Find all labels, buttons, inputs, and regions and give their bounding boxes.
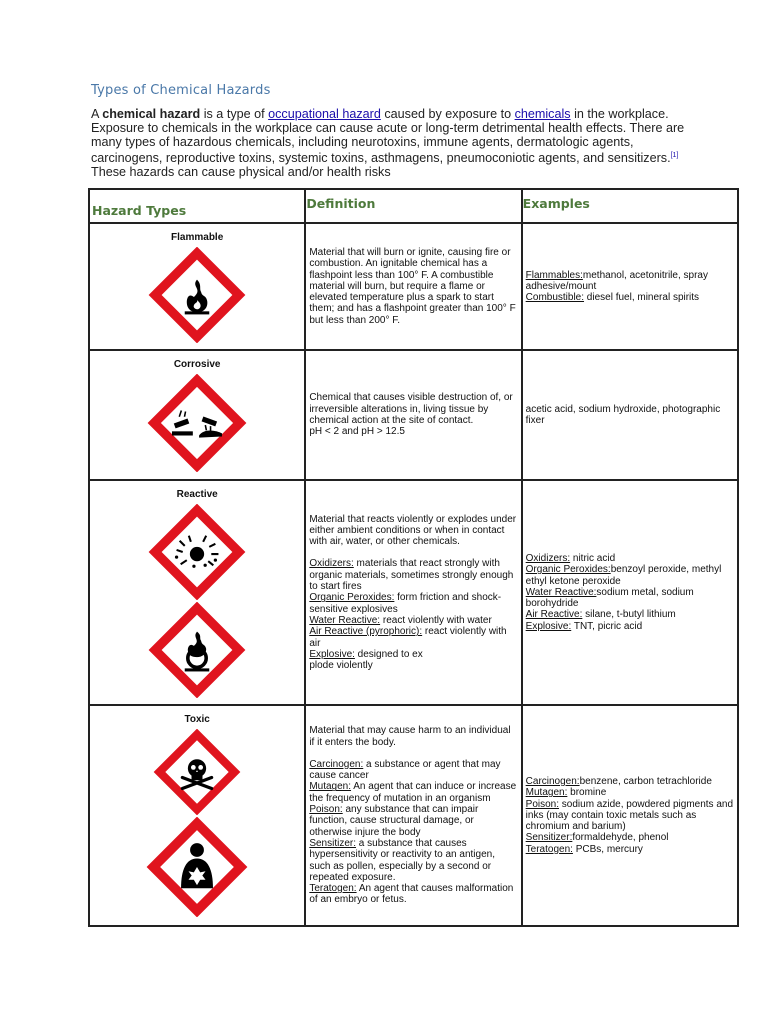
flame-over-circle-pictogram-icon [145, 602, 249, 698]
hazard-type-cell [89, 223, 305, 350]
hazard-name: Toxic [184, 714, 210, 725]
table-row-flammable [89, 223, 738, 350]
flame-pictogram-icon [145, 247, 249, 343]
header-hazard-types: Hazard Types [89, 189, 305, 223]
table-row-toxic [89, 705, 738, 926]
exploding-bomb-pictogram-icon [145, 504, 249, 600]
page-title: Types of Chemical Hazards [91, 83, 271, 98]
examples-cell: acetic acid, sodium hydroxide, photographic fixer [522, 350, 738, 480]
chemical-hazard-term: chemical hazard [102, 107, 201, 121]
examples-cell: Carcinogen:benzene, carbon tetrachloride Mutagen: bromine Poison: sodium azide, powdered pigments and inks (may contain toxic metals such as chromium and barium) Sensitizer:formaldehyde, phenol Teratogen: PCBs, mercury [522, 705, 738, 926]
definition-cell: Chemical that causes visible destruction of, or irreversible alterations in, living tissue by chemical action at the site of contact. pH < 2 and pH > 12.5 [305, 350, 521, 480]
hazard-type-cell [89, 705, 305, 926]
examples-cell: Flammables:methanol, acetonitrile, spray adhesive/mount Combustible: diesel fuel, mineral spirits [522, 223, 738, 350]
definition-cell: Material that may cause harm to an individual if it enters the body. Carcinogen: a substance or agent that may cause cancer Mutagen: An agent that can induce or increase the frequency of mutation in an organism Poison: any substance that can impair function, cause structural damage, or otherwise injure the body Sensitizer: a substance that causes hypersensitivity or reactivity to an antigen, such as pollen, especially by a second or repeated exposure. Teratogen: An agent that causes malformation of an embryo or fetus. [305, 705, 521, 926]
skull-crossbones-pictogram-icon [150, 729, 244, 815]
hazard-table [88, 188, 739, 927]
hazard-name: Corrosive [173, 359, 221, 370]
hazard-type-cell [89, 480, 305, 705]
health-hazard-pictogram-icon [145, 817, 249, 917]
table-header-row [89, 189, 738, 223]
hazard-name: Reactive [176, 489, 218, 500]
intro-paragraph: A chemical hazard is a type of occupational hazard caused by exposure to chemicals in the workplace. Exposure to chemicals in the workplace can cause acute or long-term detrimental health effects. There are many types of hazardous chemicals, including neurotoxins, immune agents, dermatologic agents, carcinogens, reproductive toxins, systemic toxins, asthmagens, pneumoconiotic agents, and sensitizers.[1] These hazards can cause physical and/or health risks [91, 107, 685, 180]
occupational-hazard-link[interactable]: occupational hazard [268, 107, 381, 121]
header-definition: Definition [305, 189, 521, 223]
definition-cell: Material that reacts violently or explodes under either ambient conditions or when in contact with air, water, or other chemicals. Oxidizers: materials that react strongly with organic materials, sometimes strongly enough to start fires Organic Peroxides: form friction and shock-sensitive explosives Water Reactive: react violently with water Air Reactive (pyrophoric): react violently with air Explosive: designed to ex plode violently [305, 480, 521, 705]
corrosion-pictogram-icon [145, 374, 249, 472]
definition-cell: Material that will burn or ignite, causing fire or combustion. An ignitable chemical has a flashpoint less than 100° F. A combustible material will burn, but require a flame or elevated temperature plus a spark to start them; and has a flashpoint greater than 100° F but less than 200° F. [305, 223, 521, 350]
header-examples: Examples [522, 189, 738, 223]
examples-cell: Oxidizers: nitric acid Organic Peroxides:benzoyl peroxide, methyl ethyl ketone peroxide Water Reactive:sodium metal, sodium borohydride Air Reactive: silane, t-butyl lithium Explosive: TNT, picric acid [522, 480, 738, 705]
reference-link[interactable]: [1] [670, 152, 679, 159]
hazard-name: Flammable [171, 232, 224, 243]
table-row-corrosive [89, 350, 738, 480]
hazard-type-cell [89, 350, 305, 480]
chemicals-link[interactable]: chemicals [514, 107, 571, 121]
table-row-reactive [89, 480, 738, 705]
